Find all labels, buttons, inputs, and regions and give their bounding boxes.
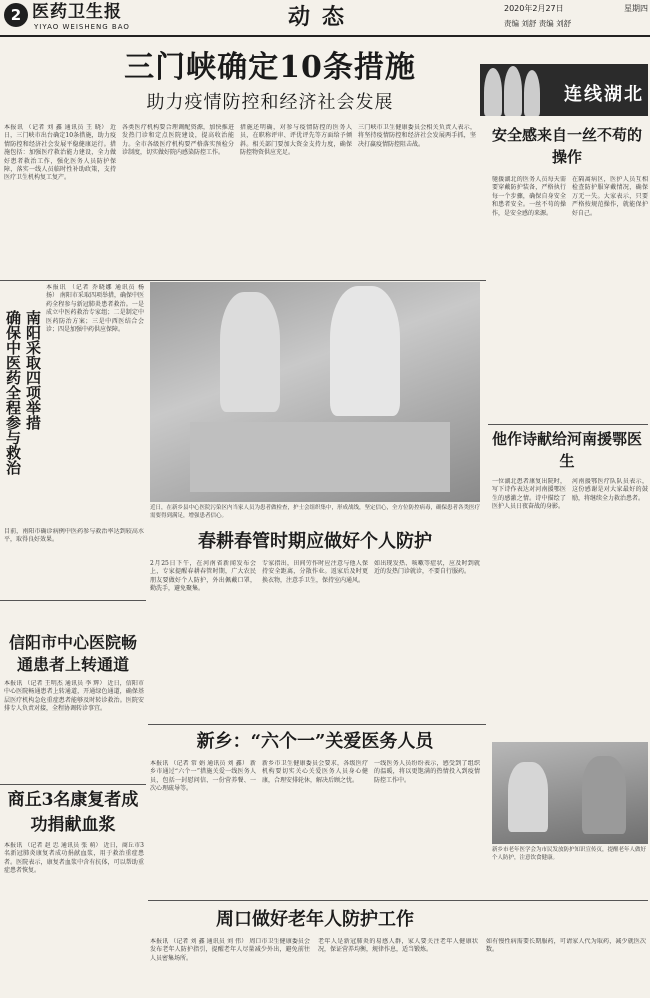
lead-column-4: 三门峡市卫生健康委员会相关负责人表示，将坚持疫情防控和经济社会发展两手抓，坚决打赢疫情防控阻击战。 <box>358 124 476 148</box>
safety-column-2: 在隔离病区，医护人员互相检查防护服穿戴情况，确保万无一失。大家表示，只要严格按规范操作，就能保护好自己。 <box>572 176 648 217</box>
xinxiang-column-2: 新乡市卫生健康委员会要求，各级医疗机构要切实关心关爱医务人员身心健康，合理安排轮休，解决后顾之忧。 <box>262 760 368 784</box>
medical-photo <box>150 282 480 502</box>
shangqiu-column: 本报讯 （记者 赵 忠 通讯员 张 萌） 近日，商丘市3名新冠肺炎康复者成功捐献血浆，用于救治重症患者。医院表示，康复者血浆中含有抗体，可以帮助重症患者恢复。 <box>4 842 144 875</box>
section-divider <box>0 600 146 601</box>
poem-headline: 他作诗献给河南援鄂医生 <box>492 430 642 470</box>
zhoukou-headline: 周口做好老年人防护工作 <box>216 909 414 930</box>
spring-headline: 春耕春管时期应做好个人防护 <box>198 531 432 552</box>
section-divider <box>0 784 146 785</box>
zhoukou-column-3: 如有慢性病需要长期服药，可请家人代为取药，减少就医次数。 <box>486 938 646 954</box>
newspaper-logo: 医药卫生报 <box>32 2 122 22</box>
elderly-care-photo <box>492 742 648 844</box>
nanyang-headline-sub: 南阳采取四项举措 <box>24 310 42 430</box>
section-divider <box>148 900 648 901</box>
zhoukou-column-1: 本报讯 （记者 刘 鑫 通讯员 刘 伟） 周口市卫生健康委员会发布老年人防护指引，提醒老年人尽量减少外出，避免前往人员密集场所。 <box>150 938 310 962</box>
poem-column-1: 一位湖北患者康复出院时，写下诗作表达对河南援鄂医生的感激之情。诗中描绘了医护人员日夜奋战的身影。 <box>492 478 566 511</box>
topic-banner-label: 连线湖北 <box>564 84 644 105</box>
nanyang-column-2: 目前，南阳市确诊病例中医药参与救治率达到较高水平，取得良好效果。 <box>4 528 144 544</box>
section-divider <box>0 280 486 281</box>
lead-column-2: 各类医疗机构要合理调配资源，加快推进发热门诊和定点医院建设，提高收治能力。全市各级医疗机构要严格落实预检分诊制度，切实做好院内感染防控工作。 <box>122 124 234 157</box>
section-divider <box>488 424 648 425</box>
lead-headline: 三门峡确定10条措施 <box>124 50 416 85</box>
photo-caption: 近日，在新乡县中心医院污染区内当家人员为患者做检查，护士会组织集中，形成战线，坚定信心，全方位防控病毒，确保患者各类医疗需要得到满足，增强患者信心。 <box>150 505 480 519</box>
page-number: 2 <box>4 3 28 27</box>
spring-column-2: 专家指出，田间劳作时应注意与他人保持安全距离，分散作业。返家后及时更换衣物，注意手卫生，保持室内通风。 <box>262 560 368 584</box>
spring-column-3: 如出现发热、咳嗽等症状，应及时到就近的发热门诊就诊，不要自行服药。 <box>374 560 480 576</box>
safety-column-1: 驰援湖北的医务人员每天需要穿戴防护装备，严格执行每一个步骤，确保自身安全和患者安全。一丝不苟的操作，是安全感的来源。 <box>492 176 566 217</box>
issue-weekday: 星期四 <box>624 4 648 13</box>
xinyang-column: 本报讯 （记者 王明杰 通讯员 李 辉） 近日，信阳市中心医院畅通患者上转通道，开通绿色通道，确保基层医疗机构急危重症患者能够及时转诊救治。医院安排专人负责对接，全程协调转诊事宜。 <box>4 680 144 713</box>
zhoukou-column-2: 老年人是新冠肺炎的易感人群，家人要关注老年人健康状况，保证营养均衡，规律作息，适当锻炼。 <box>318 938 478 954</box>
xinyang-headline: 信阳市中心医院畅通患者上转通道 <box>8 633 137 674</box>
nanyang-column-1: 本报讯 （记者 乔晓娜 通讯员 杨 扬） 南阳市采取四项举措，确保中医药全程参与新冠肺炎患者救治。一是成立中医药救治专家组；二是制定中医药防治方案；三是中西医结合会诊；四是加强中药供应保障。 <box>46 284 144 334</box>
poem-column-2: 河南援鄂医疗队队员表示，这份感谢是对大家最好的鼓励，将继续全力救治患者。 <box>572 478 648 502</box>
medic-figure-icon <box>484 68 502 116</box>
spring-column-1: 2月25日下午，在河南省新闻发布会上，专家提醒春耕春管时期，广大农民朋友要做好个人防护，外出佩戴口罩，勤洗手，避免聚集。 <box>150 560 256 593</box>
editors-line: 责编 刘舒 责编 刘舒 <box>504 19 572 28</box>
safety-headline: 安全感来自一丝不苟的操作 <box>492 126 642 166</box>
lead-column-1: 本报讯 （记者 刘 鑫 通讯员 王 晓） 近日，三门峡市出台确定10条措施，助力疫情防控和经济社会发展平稳健康运行。措施包括：加强医疗救治能力建设，全力做好患者救治工作，强化医务人员防护保障，落实一线人员临时性补助政策，支持医疗卫生机构复工复产。 <box>4 124 116 182</box>
nanyang-headline-main: 确保中医药全程参与救治 <box>4 310 22 475</box>
header-rule <box>0 35 650 37</box>
xinxiang-column-3: 一线医务人员纷纷表示，感受到了组织的温暖，将以更饱满的热情投入到疫情防控工作中。 <box>374 760 480 784</box>
photo2-caption: 新乡市老年医学会为市民发放防护知识宣传页，提醒老年人做好个人防护，注意饮食健康。 <box>492 847 647 861</box>
xinxiang-column-1: 本报讯 （记者 常 娟 通讯员 刘 鑫） 新乡市通过“六个一”措施关爱一线医务人员，包括一封慰问信、一份营养餐、一次心理疏导等。 <box>150 760 256 793</box>
section-title: 动态 <box>287 4 356 30</box>
newspaper-logo-en: YIYAO WEISHENG BAO <box>34 23 130 31</box>
lead-column-3: 措施还明确，对参与疫情防控的医务人员，在职称评审、评优评先等方面给予倾斜。相关部门要加大资金支持力度，确保防控物资供应充足。 <box>240 124 352 157</box>
shangqiu-headline: 商丘3名康复者成功捐献血浆 <box>7 790 139 835</box>
xinxiang-headline: 新乡：“六个一”关爱医务人员 <box>196 731 434 752</box>
lead-subheadline: 助力疫情防控和经济社会发展 <box>146 92 394 113</box>
section-divider <box>148 724 486 725</box>
page-header <box>0 0 650 36</box>
issue-date: 2020年2月27日 <box>504 4 564 13</box>
